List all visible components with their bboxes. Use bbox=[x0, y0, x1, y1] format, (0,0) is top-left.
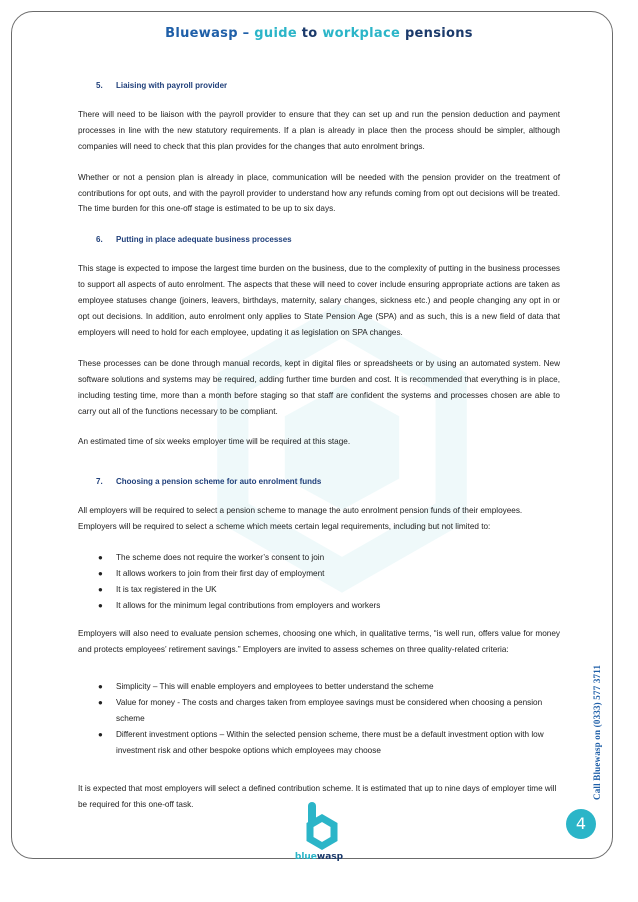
section-7-title: Choosing a pension scheme for auto enrolment funds bbox=[116, 477, 322, 487]
page-number-badge: 4 bbox=[566, 809, 596, 839]
header-word-workplace: workplace bbox=[322, 26, 401, 41]
section-6-title: Putting in place adequate business processes bbox=[116, 235, 292, 245]
section-6-paragraph-3: An estimated time of six weeks employer time will be required at this stage. bbox=[78, 437, 351, 447]
document-header bbox=[0, 26, 638, 41]
section-6-paragraph-1: This stage is expected to impose the largest time burden on the business, due to the complexity of putting in the business processes to support all aspects of auto enrolment. The aspects that these will need to cover include ensuring appropriate actions are taken as employee statuses change (joiners, leavers, birthdays, maternity, salary changes, sickness etc.) and people changing any opt in or opt out decisions. In addition, auto enrolment only applies to State Pension Age (SPA) and as such, this is a new field of data that employers will need to hold for each employee, updating it as legislation on SPA changes. bbox=[78, 264, 560, 337]
section-6-paragraph-2: These processes can be done through manual records, kept in digital files or spreadsheets or by using an automated system. New software solutions and systems may be required, adding further time burden and cost. It is recommended that everything is in place, including testing time, more than a month before staging so that staff are confident the systems and processes chosen are able to carry out all of the functions necessary to be compliant. bbox=[78, 358, 560, 416]
section-5-paragraph-1: There will need to be liaison with the payroll provider to ensure that they can set up and run the pension deduction and payment processes in line with the new statutory requirements. If a plan is already in place then the process should be simpler, although companies will need to check that this plan provides for the changes that auto enrolment brings. bbox=[78, 109, 560, 151]
section-6-heading bbox=[96, 232, 560, 248]
section-5-paragraph-2: Whether or not a pension plan is already in place, communication will be needed with the pension provider on the treatment of contributions for opt outs, and with the payroll provider to understand how any refunds coming from opt out decisions will be treated. The time burden for this one-off stage is estimated to be up to six days. bbox=[78, 172, 560, 214]
list-item: ● It allows workers to join from their first day of employment bbox=[78, 566, 560, 582]
bluewasp-logo bbox=[289, 800, 349, 870]
header-brand: Bluewasp bbox=[165, 26, 238, 41]
bluewasp-logo-icon bbox=[289, 800, 349, 852]
bullet-icon: ● bbox=[98, 682, 103, 692]
section-7-heading bbox=[96, 474, 560, 490]
list-item: ● Value for money - The costs and charges taken from employee savings must be considered when choosing a pension scheme bbox=[78, 695, 560, 727]
section-5-title: Liaising with payroll provider bbox=[116, 81, 228, 90]
list-item: ● Simplicity – This will enable employers and employees to better understand the scheme bbox=[78, 679, 560, 695]
legal-requirements-list bbox=[78, 550, 560, 614]
list-item: ● The scheme does not require the worker’s consent to join bbox=[78, 550, 560, 566]
quality-criteria-list bbox=[78, 679, 560, 759]
section-7-number: 7. bbox=[96, 477, 103, 487]
section-7-paragraph-1: All employers will be required to select a pension scheme to manage the auto enrolment pension funds of their employees. Employers will be required to select a scheme which meets certain legal requirements, including but not limited to: bbox=[78, 506, 523, 532]
header-word-pensions: pensions bbox=[404, 26, 473, 41]
list-item: ● Different investment options – Within the selected pension scheme, there must be a default investment option with low investment risk and other bespoke options which employees may choose bbox=[78, 727, 560, 759]
bullet-icon: ● bbox=[98, 698, 103, 708]
bullet-icon: ● bbox=[98, 730, 103, 740]
section-7-paragraph-3: It is expected that most employers will select a defined contribution scheme. It is estimated that up to nine days of employer time will be required for this one-off task. bbox=[78, 784, 557, 809]
bullet-icon: ● bbox=[98, 600, 103, 610]
bluewasp-logo-wordmark: bluewasp bbox=[294, 852, 344, 862]
section-7-paragraph-2: Employers will also need to evaluate pension schemes, choosing one which, in qualitative terms, “is well run, offers value for money and protects employees’ retirement savings.” Employers are invited to assess schemes on three quality-related criteria: bbox=[78, 628, 560, 654]
header-word-to: to bbox=[301, 26, 318, 41]
header-dash: – bbox=[242, 26, 250, 41]
list-item: ● It is tax registered in the UK bbox=[78, 582, 560, 598]
section-5-heading bbox=[96, 78, 560, 94]
section-5-number: 5. bbox=[96, 81, 103, 90]
list-item: ● It allows for the minimum legal contributions from employers and workers bbox=[78, 598, 560, 614]
side-contact-text: Call Bluewasp on (0333) 577 3711 bbox=[592, 664, 602, 800]
bullet-icon: ● bbox=[98, 568, 103, 578]
header-word-guide: guide bbox=[254, 26, 297, 41]
bullet-icon: ● bbox=[98, 584, 103, 594]
section-6-number: 6. bbox=[96, 235, 103, 245]
bullet-icon: ● bbox=[98, 553, 103, 563]
document-body bbox=[78, 78, 560, 828]
